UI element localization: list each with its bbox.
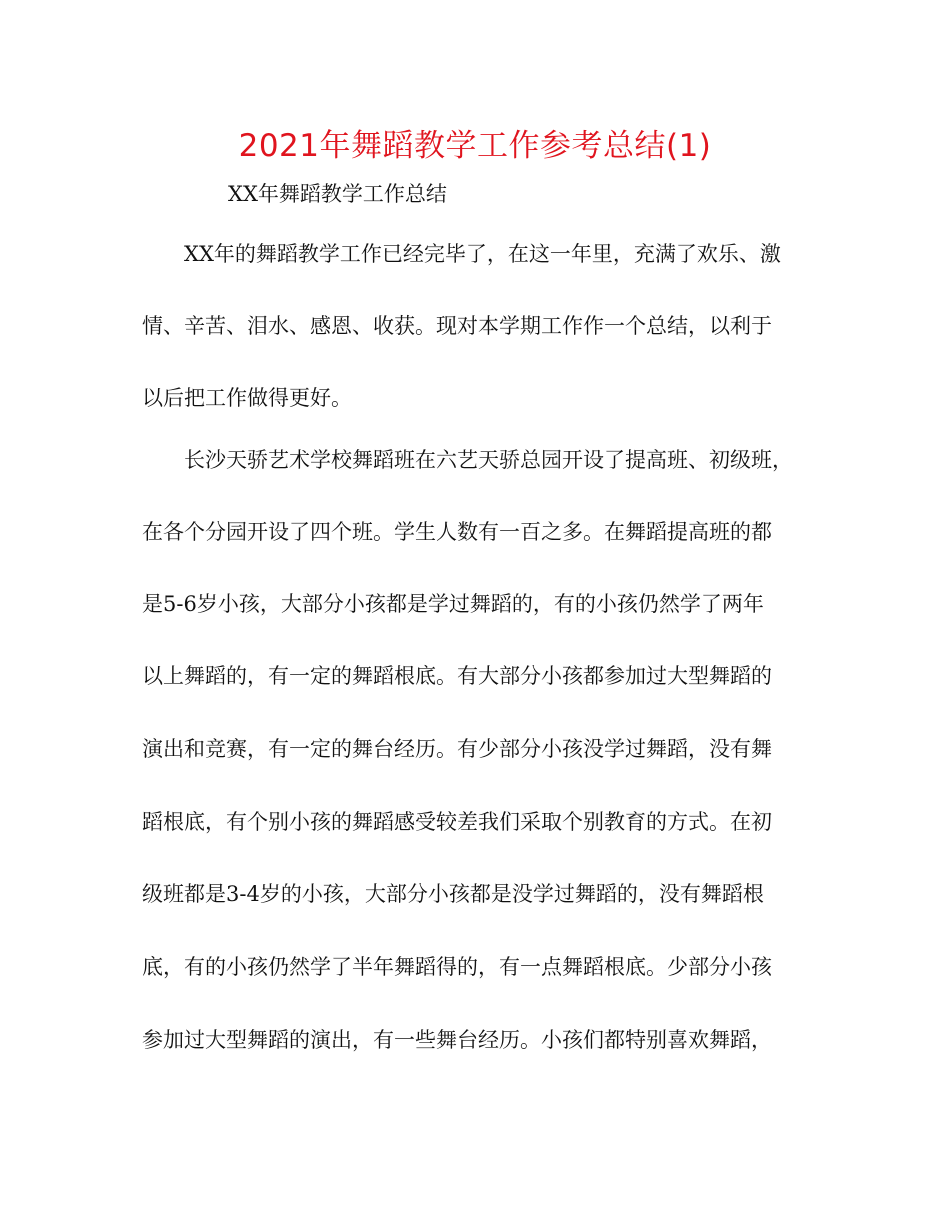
- paragraph-line: 是5-6岁小孩，大部分小孩都是学过舞蹈的，有的小孩仍然学了两年: [142, 592, 764, 616]
- paragraph-line: 底，有的小孩仍然学了半年舞蹈得的，有一点舞蹈根底。少部分小孩: [142, 955, 772, 979]
- paragraph-line: 以上舞蹈的，有一定的舞蹈根底。有大部分小孩都参加过大型舞蹈的: [142, 664, 772, 688]
- document-subtitle: XX年舞蹈教学工作总结: [228, 182, 447, 206]
- paragraph-line: 以后把工作做得更好。: [142, 386, 352, 410]
- paragraph-line: 长沙天骄艺术学校舞蹈班在六艺天骄总园开设了提高班、初级班，: [184, 448, 793, 472]
- paragraph-line: 蹈根底，有个别小孩的舞蹈感受较差我们采取个别教育的方式。在初: [142, 810, 772, 834]
- paragraph-line: 在各个分园开设了四个班。学生人数有一百之多。在舞蹈提高班的都: [142, 520, 772, 544]
- document-title: 2021年舞蹈教学工作参考总结(1): [238, 128, 712, 164]
- paragraph-line: 情、辛苦、泪水、感恩、收获。现对本学期工作作一个总结，以利于: [142, 314, 772, 338]
- paragraph-line: XX年的舞蹈教学工作已经完毕了，在这一年里，充满了欢乐、激: [184, 242, 781, 266]
- paragraph-line: 演出和竞赛，有一定的舞台经历。有少部分小孩没学过舞蹈，没有舞: [142, 737, 772, 761]
- paragraph-line: 参加过大型舞蹈的演出，有一些舞台经历。小孩们都特别喜欢舞蹈，: [142, 1028, 772, 1052]
- paragraph-line: 级班都是3-4岁的小孩，大部分小孩都是没学过舞蹈的，没有舞蹈根: [142, 882, 764, 906]
